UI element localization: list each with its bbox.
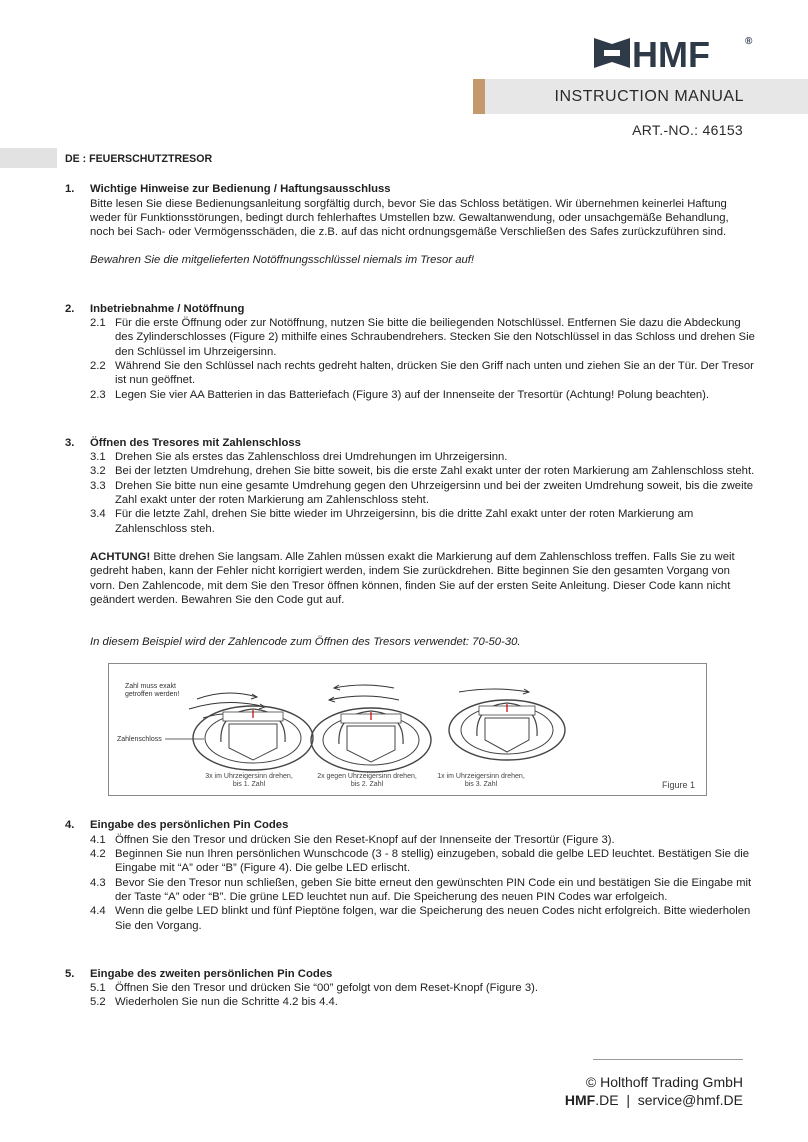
item-text: Bevor Sie den Tresor nun schließen, geben Sie bitte erneut den gewünschten PIN Code ein und bestätigen Sie die Eingabe mit der Taste “A” oder “B”. Die grüne LED leuchtet nun auf. Die Speicherung des neuen PIN Codes war erfolgeich. <box>115 876 752 903</box>
item-text: Bei der letzten Umdrehung, drehen Sie bitte soweit, bis die erste Zahl exakt unter der roten Markierung am Zahlenschloss steht. <box>115 465 755 478</box>
footer-divider <box>593 1059 743 1060</box>
brand-logo <box>592 30 762 72</box>
paragraph: Bitte lesen Sie diese Bedienungsanleitung sorgfältig durch, bevor Sie das Schloss betätigen. Wir übernehmen keinerlei Haftung weder für Funktionsstörungen, bedingt durch fehlerhaftes Umstellen bzw. Gewaltanwendung, oder unsachgemäße Behandlung, noch bei Sach- oder Vermögensschäden, die z.B. auf das nicht ordnungsgemäße Verschließen des Safes zurückzuführen sind. <box>90 197 729 239</box>
document-title: INSTRUCTION MANUAL <box>554 88 744 105</box>
section-5-title <box>65 967 755 981</box>
footer-contact <box>565 1092 743 1108</box>
section-number: 4. <box>65 819 75 832</box>
figure-1 <box>108 663 707 796</box>
warning-label: ACHTUNG! <box>90 550 151 563</box>
item-number: 2.2 <box>90 359 106 372</box>
item-text: Drehen Sie bitte nun eine gesamte Umdrehung gegen den Uhrzeigersinn und bei der zweiten Umdrehung soweit, bis die zweite Zahl exakt unter der roten Markierung am Zahlenschloss steht. <box>115 479 754 507</box>
list-item <box>90 464 755 478</box>
item-text: Drehen Sie als erstes das Zahlenschloss drei Umdrehungen im Uhrzeigersinn. <box>115 451 508 464</box>
footer-contact-text: .DE | service@hmf.DE <box>595 1092 743 1108</box>
section-title-text: Öffnen des Tresores mit Zahlenschloss <box>90 436 301 449</box>
list-item <box>90 847 755 876</box>
article-number: ART.-NO.: 46153 <box>632 122 743 138</box>
section-number: 2. <box>65 302 75 315</box>
item-number: 3.3 <box>90 479 106 492</box>
dial-caption: bis 2. Zahl <box>350 781 384 789</box>
item-number: 4.1 <box>90 833 106 846</box>
dial-caption: bis 3. Zahl <box>464 781 498 789</box>
list-item <box>90 479 755 508</box>
item-text: Legen Sie vier AA Batterien in das Batteriefach (Figure 3) auf der Innenseite der Tresortür (Achtung! Polung beachten). <box>115 388 710 401</box>
item-number: 3.4 <box>90 508 106 521</box>
section-4 <box>65 818 755 932</box>
example-note: In diesem Beispiel wird der Zahlencode zum Öffnen des Tresors verwendet: 70-50-30. <box>90 636 521 649</box>
list-item <box>90 904 755 933</box>
rotation-arrow-icon <box>329 696 399 700</box>
combination-dial-1 <box>193 706 313 770</box>
title-bar <box>473 79 808 114</box>
section-5 <box>65 967 755 1010</box>
list-item <box>90 995 755 1009</box>
footer-brand: HMF <box>564 1092 596 1108</box>
dial-caption: 2x gegen Uhrzeigersinn drehen, <box>317 773 417 781</box>
item-text: Öffnen Sie den Tresor und drücken Sie “00” gefolgt von dem Reset-Knopf (Figure 3). <box>115 982 539 995</box>
document-body <box>65 152 755 1030</box>
list-item <box>90 981 755 995</box>
rotation-arrow-icon <box>459 689 529 692</box>
footer-company: © Holthoff Trading GmbH <box>585 1074 743 1090</box>
figure-note-line: getroffen werden! <box>125 691 180 699</box>
item-number: 4.3 <box>90 876 106 889</box>
item-number: 3.1 <box>90 451 106 464</box>
section-4-title <box>65 818 755 832</box>
warning-paragraph <box>90 550 755 649</box>
language-marker-bar <box>0 148 57 168</box>
warning-text: Bitte drehen Sie langsam. Alle Zahlen müssen exakt die Markierung auf dem Zahlenschloss treffen. Falls Sie zu weit gedreht haben, kann der Fehler nicht korrigiert werden, indem Sie zurückdrehen. Bitte beginnen Sie den gesamten Vorgang von vorn. Den Zahlencode, mit dem Sie den Tresor öffnen können, finden Sie auf der ersten Seite Anleitung. Dieser Code kann nicht geändert werden. Bewahren Sie den Code gut auf. <box>90 550 735 606</box>
rotation-arrow-icon <box>334 685 394 688</box>
brand-logo-text: HMF <box>632 34 710 72</box>
list-item <box>90 507 755 536</box>
item-text: Für die letzte Zahl, drehen Sie bitte wieder im Uhrzeigersinn, bis die dritte Zahl exakt unter der roten Markierung am Zahlenschloss steh. <box>115 508 694 535</box>
section-title-text: Eingabe des persönlichen Pin Codes <box>90 819 289 832</box>
item-number: 4.2 <box>90 848 106 861</box>
title-accent <box>473 79 485 114</box>
section-number: 5. <box>65 967 75 980</box>
item-text: Öffnen Sie den Tresor und drücken Sie den Reset-Knopf auf der Innenseite der Tresortür (Figure 3). <box>115 833 615 846</box>
dial-caption: 3x im Uhrzeigersinn drehen, <box>205 773 293 781</box>
section-3-title <box>65 436 755 450</box>
section-2 <box>65 302 755 402</box>
section-title-text: Inbetriebnahme / Notöffnung <box>90 302 245 315</box>
item-text: Beginnen Sie nun Ihren persönlichen Wunschcode (3 - 8 stellig) einzugeben, sobald die gelbe LED leuchtet. Bestätigen Sie die Eingabe mit “A” oder “B” (Figure 4). Die gelbe LED erlischt. <box>115 848 750 875</box>
list-item <box>90 833 755 847</box>
section-title-text: Eingabe des zweiten persönlichen Pin Codes <box>90 967 333 980</box>
item-number: 2.3 <box>90 388 106 401</box>
section-1 <box>65 182 755 267</box>
item-text: Wenn die gelbe LED blinkt und fünf Pieptöne folgen, war die Speicherung des neuen Codes nicht erfolgreich. Bitte wiederholen Sie den Vorgang. <box>115 905 751 932</box>
section-title-text: Wichtige Hinweise zur Bedienung / Haftungsausschluss <box>90 183 391 196</box>
item-number: 3.2 <box>90 465 106 478</box>
section-3 <box>65 436 755 797</box>
section-1-title <box>65 182 755 196</box>
item-text: Während Sie den Schlüssel nach rechts gedreht halten, drücken Sie den Griff nach unten und ziehen Sie an der Tür. Der Tresor ist nun geöffnet. <box>115 359 754 387</box>
combination-dial-2 <box>311 708 431 772</box>
language-heading: DE : FEUERSCHUTZTRESOR <box>65 153 213 165</box>
combination-dial-3 <box>449 700 565 760</box>
figure-label: Figure 1 <box>661 780 695 791</box>
dial-caption: 1x im Uhrzeigersinn drehen, <box>437 773 525 781</box>
item-text: Für die erste Öffnung oder zur Notöffnung, nutzen Sie bitte die beiliegenden Notschlüssel. Entfernen Sie dazu die Abdeckung des Zylinderschlosses (Figure 2) mithilfe eines Schraubendrehers. Stecken Sie den Notschlüssel in das Schloss und drehen Sie den Schlüssel im Uhrzeigersinn. <box>115 317 755 358</box>
list-item <box>90 876 755 905</box>
section-number: 1. <box>65 183 75 196</box>
list-item <box>90 316 755 359</box>
item-number: 2.1 <box>90 317 106 330</box>
item-text: Wiederholen Sie nun die Schritte 4.2 bis 4.4. <box>115 996 338 1009</box>
item-number: 5.2 <box>90 996 106 1009</box>
lock-label: Zahlenschloss <box>117 736 162 744</box>
registered-mark: ® <box>745 36 753 47</box>
list-item <box>90 388 755 402</box>
rotation-arrow-icon <box>197 693 257 699</box>
item-number: 4.4 <box>90 905 106 918</box>
item-number: 5.1 <box>90 982 106 995</box>
section-1-body <box>90 197 755 268</box>
list-item <box>90 450 755 464</box>
list-item <box>90 359 755 388</box>
italic-note: Bewahren Sie die mitgelieferten Notöffnungsschlüssel niemals im Tresor auf! <box>90 254 475 267</box>
section-2-title <box>65 302 755 316</box>
section-number: 3. <box>65 436 75 449</box>
figure-note-line: Zahl muss exakt <box>125 683 176 691</box>
dial-caption: bis 1. Zahl <box>232 781 266 789</box>
